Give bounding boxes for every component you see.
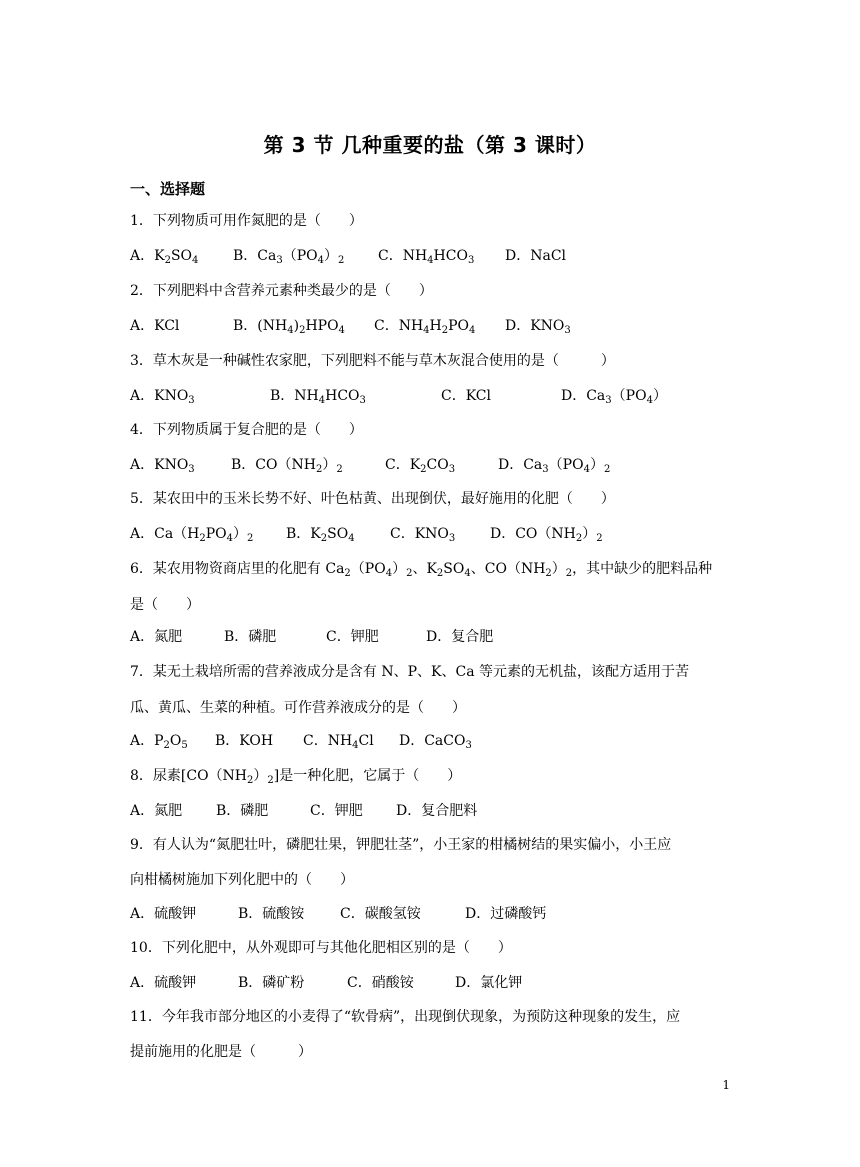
question-2-option-D: D．$KNO_3$ <box>505 318 571 336</box>
question-10-option-A: A．硫酸钾 <box>130 975 197 991</box>
question-6-option-D: D．复合肥 <box>426 629 494 645</box>
question-7-option-D: D．CaCO$_3$ <box>399 733 472 751</box>
question-8-stem: 8．尿素$[CO(NH_2)_2]$是一种化肥，它属于（ ） <box>130 768 462 786</box>
question-2-stem: 2．下列肥料中含营养元素种类最少的是（ ） <box>130 283 433 299</box>
question-3-option-A: A．$KNO_3$ <box>130 388 195 406</box>
question-2-option-A: A．KCl <box>130 318 180 334</box>
question-8-option-C: C．钾肥 <box>310 803 363 819</box>
question-5-stem: 5．某农田中的玉米长势不好、叶色枯黄、出现倒伏，最好施用的化肥（ ） <box>130 491 615 507</box>
question-7-option-B: B．KOH <box>215 733 274 749</box>
question-2-option-C: C．$NH_4H_2PO_4$ <box>374 318 476 336</box>
question-4-option-D: D．$Ca_3(PO_4)_2$ <box>498 457 611 475</box>
question-10-option-D: D．氯化钾 <box>455 975 523 991</box>
question-10-option-B: B．磷矿粉 <box>238 975 305 991</box>
question-10-option-C: C．硝酸铵 <box>347 975 414 991</box>
question-2-option-B: B．$(NH_4)_2HPO_4$ <box>233 318 345 336</box>
question-1-option-D: D．NaCl <box>505 248 567 264</box>
question-1-stem: 1．下列物质可用作氮肥的是（ ） <box>130 213 363 229</box>
question-3-stem: 3．草木灰是一种碱性农家肥，下列肥料不能与草木灰混合使用的是（ ） <box>130 353 615 369</box>
question-6-option-B: B．磷肥 <box>224 629 277 645</box>
question-5-option-D: D．$CO(NH_2)_2$ <box>490 526 603 544</box>
question-3-option-D: D．$Ca_3(PO_4)$ <box>561 388 667 406</box>
page-number: 1 <box>722 1078 730 1092</box>
question-9-option-A: A．硫酸钾 <box>130 906 197 922</box>
question-6-stem: 是（ ） <box>130 597 200 613</box>
question-7-option-C: C．$NH_4Cl$ <box>303 733 374 751</box>
question-5-option-A: A．$Ca(H_2PO_4)_2$ <box>130 526 254 544</box>
question-4-stem: 4．下列物质属于复合肥的是（ ） <box>130 422 363 438</box>
question-10-stem: 10．下列化肥中，从外观即可与其他化肥相区别的是（ ） <box>130 940 512 956</box>
question-4-option-A: A．$KNO_3$ <box>130 457 195 475</box>
question-9-stem: 向柑橘树施加下列化肥中的（ ） <box>130 872 354 888</box>
question-1-option-C: C．$NH_4HCO_3$ <box>378 248 475 266</box>
question-7-stem: 7．某无土栽培所需的营养液成分是含有 N、P、K、Ca 等元素的无机盐，该配方适用于苦 <box>130 664 689 680</box>
question-8-option-A: A．氮肥 <box>130 803 183 819</box>
question-9-option-C: C．碳酸氢铵 <box>340 906 421 922</box>
question-11-stem: 11．今年我市部分地区的小麦得了“软骨病”，出现倒伏现象，为预防这种现象的发生，应 <box>130 1009 681 1025</box>
question-3-option-B: B．$NH_4HCO_3$ <box>270 388 366 406</box>
question-6-stem: 6．某农用物资商店里的化肥有 $Ca_2(PO_4)_2$、$K_2SO_4$、$CO(NH_2)_2$，其中缺少的肥料品种 <box>130 561 713 579</box>
question-4-option-B: B．$CO(NH_2)_2$ <box>231 457 343 475</box>
section-heading: 一、选择题 <box>130 180 206 198</box>
question-9-option-B: B．硫酸铵 <box>238 906 305 922</box>
question-8-option-B: B．磷肥 <box>216 803 269 819</box>
question-4-option-C: C．$K_2CO_3$ <box>385 457 456 475</box>
question-5-option-C: C．$KNO_3$ <box>390 526 456 544</box>
question-9-option-D: D．过磷酸钙 <box>465 906 547 922</box>
question-5-option-B: B．$K_2SO_4$ <box>286 526 355 544</box>
page-title: 第 3 节 几种重要的盐（第 3 课时） <box>263 133 597 157</box>
question-7-stem: 瓜、黄瓜、生菜的种植。可作营养液成分的是（ ） <box>130 700 466 716</box>
question-11-stem: 提前施用的化肥是（ ） <box>130 1044 312 1060</box>
question-8-option-D: D．复合肥料 <box>396 803 478 819</box>
question-1-option-A: A．$K_2SO_4$ <box>130 248 199 266</box>
question-1-option-B: B．$Ca_3(PO_4)_2$ <box>233 248 345 266</box>
question-3-option-C: C．KCl <box>441 388 491 404</box>
question-6-option-C: C．钾肥 <box>326 629 379 645</box>
question-9-stem: 9．有人认为“氮肥壮叶，磷肥壮果，钾肥壮茎”，小王家的柑橘树结的果实偏小，小王应 <box>130 837 672 853</box>
question-7-option-A: A．$P_2O_5$ <box>130 733 188 751</box>
question-6-option-A: A．氮肥 <box>130 629 183 645</box>
